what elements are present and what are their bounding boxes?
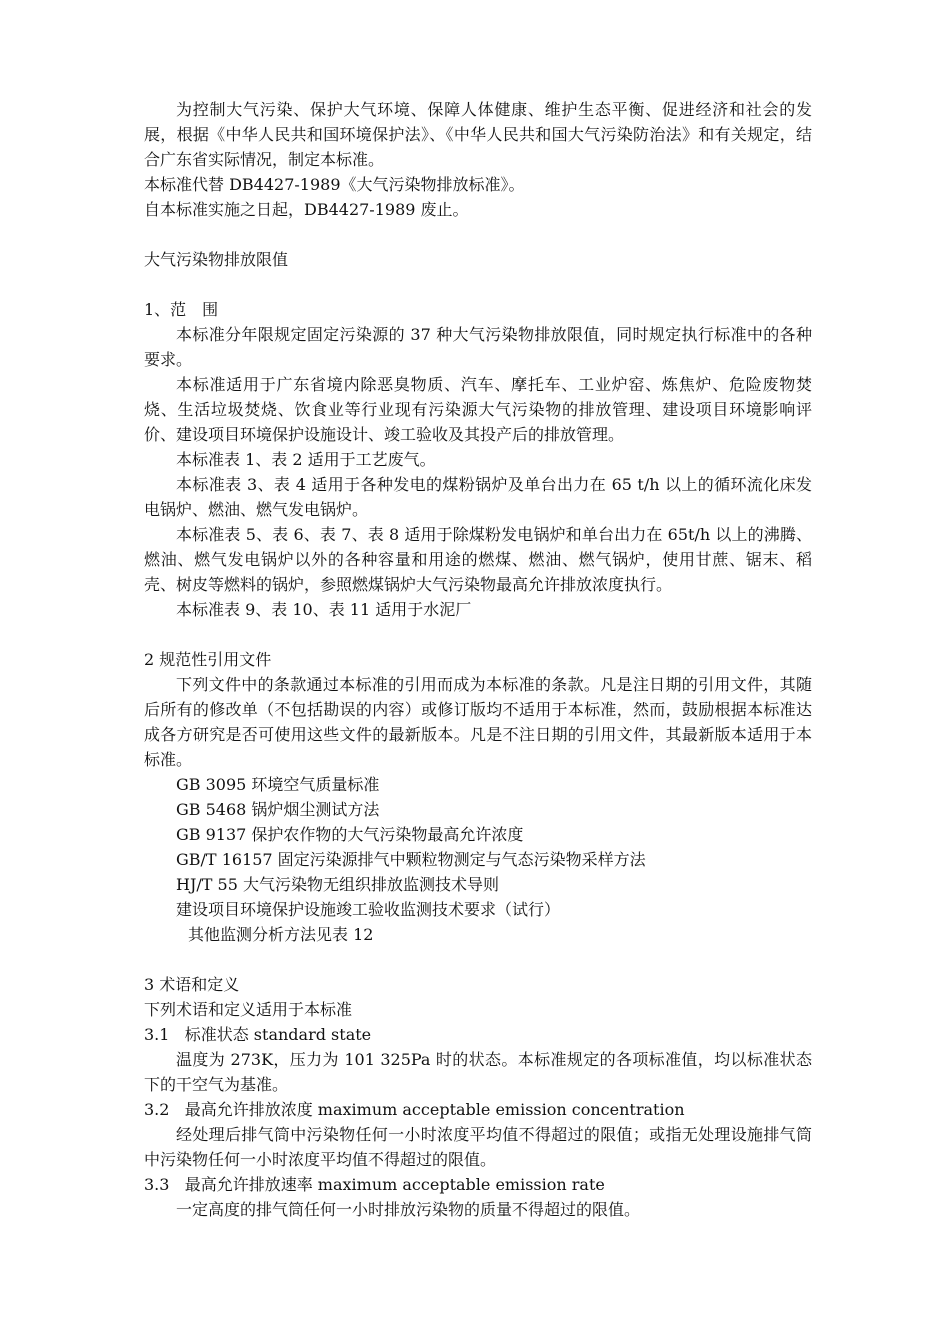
section-1-heading: 1、范 围 — [144, 300, 219, 319]
intro-paragraph: 为控制大气污染、保护大气环境、保障人体健康、维护生态平衡、促进经济和社会的发展，根据《中华人民共和国环境保护法》、《中华人民共和国大气污染防治法》和有关规定，结合广东省实际情况，制定本标准。 — [144, 100, 812, 169]
spacer — [144, 222, 812, 247]
reference-item: GB 5468 锅炉烟尘测试方法 — [176, 800, 380, 819]
term-definition: 经处理后排气筒中污染物任何一小时浓度平均值不得超过的限值；或指无处理设施排气筒中污染物任何一小时浓度平均值不得超过的限值。 — [144, 1125, 812, 1169]
spacer — [144, 622, 812, 647]
term-number: 3.3 — [144, 1175, 170, 1194]
abolish-note: 自本标准实施之日起，DB4427-1989 废止。 — [144, 200, 469, 219]
term-name: 最高允许排放速率 maximum acceptable emission rate — [184, 1175, 605, 1194]
term-number: 3.2 — [144, 1100, 170, 1119]
other-methods-note: 其他监测分析方法见表 12 — [188, 925, 374, 944]
term-definition: 温度为 273K，压力为 101 325Pa 时的状态。本标准规定的各项标准值，均以标准状态下的干空气为基准。 — [144, 1050, 812, 1094]
term-heading — [144, 1022, 812, 1047]
spacer — [144, 272, 812, 297]
replacement-note: 本标准代替 DB4427-1989《大气污染物排放标准》。 — [144, 175, 525, 194]
section-2-heading: 2 规范性引用文件 — [144, 650, 272, 669]
term-heading — [144, 1172, 812, 1197]
section-3-intro: 下列术语和定义适用于本标准 — [144, 1000, 353, 1019]
reference-item: HJ/T 55 大气污染物无组织排放监测技术导则 — [176, 875, 499, 894]
section-1-paragraph: 本标准适用于广东省境内除恶臭物质、汽车、摩托车、工业炉窑、炼焦炉、危险废物焚烧、生活垃圾焚烧、饮食业等行业现有污染源大气污染物的排放管理、建设项目环境影响评价、建设项目环境保护设施设计、竣工验收及其投产后的排放管理。 — [144, 375, 812, 444]
reference-item: GB 9137 保护农作物的大气污染物最高允许浓度 — [176, 825, 524, 844]
section-1-paragraph: 本标准表 3、表 4 适用于各种发电的煤粉锅炉及单台出力在 65 t/h 以上的循环流化床发电锅炉、燃油、燃气发电锅炉。 — [144, 475, 812, 519]
section-2-paragraph: 下列文件中的条款通过本标准的引用而成为本标准的条款。凡是注日期的引用文件，其随后所有的修改单（不包括勘误的内容）或修订版均不适用于本标准，然而，鼓励根据本标准达成各方研究是否可使用这些文件的最新版本。凡是不注日期的引用文件，其最新版本适用于本标准。 — [144, 675, 812, 769]
section-1-paragraph: 本标准表 9、表 10、表 11 适用于水泥厂 — [176, 600, 472, 619]
section-1-paragraph: 本标准分年限规定固定污染源的 37 种大气污染物排放限值，同时规定执行标准中的各种要求。 — [144, 325, 812, 369]
reference-item: GB 3095 环境空气质量标准 — [176, 775, 380, 794]
reference-item: 建设项目环境保护设施竣工验收监测技术要求（试行） — [176, 900, 561, 919]
reference-item: GB/T 16157 固定污染源排气中颗粒物测定与气态污染物采样方法 — [176, 850, 646, 869]
term-name: 最高允许排放浓度 maximum acceptable emission concentration — [184, 1100, 685, 1119]
section-1-paragraph: 本标准表 5、表 6、表 7、表 8 适用于除煤粉发电锅炉和单台出力在 65t/h 以上的沸腾、燃油、燃气发电锅炉以外的各种容量和用途的燃煤、燃油、燃气锅炉，使用甘蔗、锯末、稻壳、树皮等燃料的锅炉，参照燃煤锅炉大气污染物最高允许排放浓度执行。 — [144, 525, 812, 594]
term-number: 3.1 — [144, 1025, 170, 1044]
document-page — [144, 97, 812, 1222]
section-1-paragraph: 本标准表 1、表 2 适用于工艺废气。 — [176, 450, 436, 469]
term-definition: 一定高度的排气筒任何一小时排放污染物的质量不得超过的限值。 — [176, 1200, 641, 1219]
document-title: 大气污染物排放限值 — [144, 250, 289, 269]
term-heading — [144, 1097, 812, 1122]
spacer — [144, 947, 812, 972]
term-name: 标准状态 standard state — [184, 1025, 372, 1044]
section-3-heading: 3 术语和定义 — [144, 975, 240, 994]
